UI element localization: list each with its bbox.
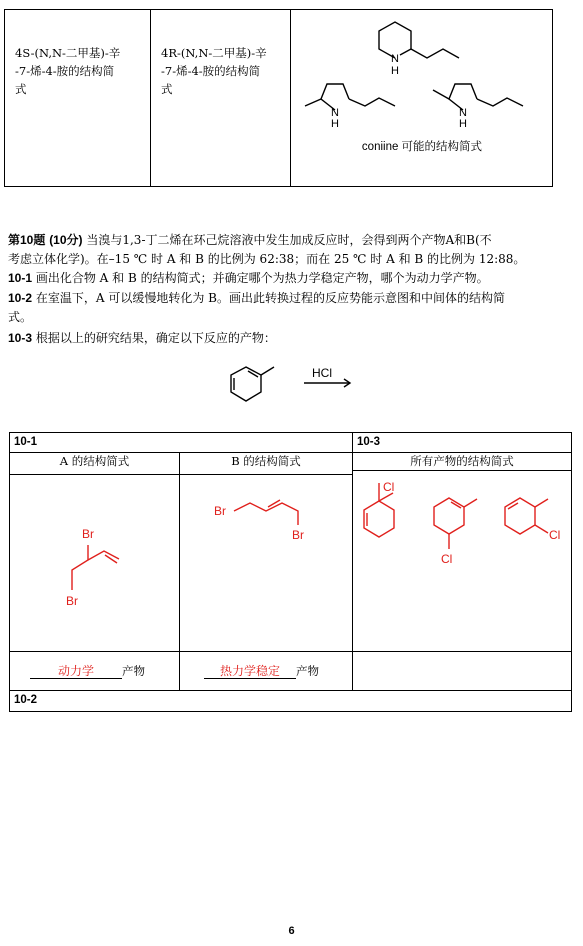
problem-intro — [8, 230, 573, 250]
pyrrolidine-2-n: N — [459, 107, 467, 119]
cell-4r-line1: 4R-(N,N-二甲基)-辛 — [161, 46, 267, 60]
cell-b-structure — [180, 474, 353, 651]
q1-num: 10-1 — [8, 271, 33, 285]
cell-4s-line2: -7-烯-4-胺的结构简 — [15, 64, 115, 78]
sub-all-cell — [353, 453, 572, 652]
sub-b-label: B 的结构简式 — [231, 454, 301, 468]
problem-intro-1: 当溴与1,3-丁二烯在环己烷溶液中发生加成反应时，会得到两个产物A和B(不 — [86, 233, 492, 247]
cell-4r-line2: -7-烯-4-胺的结构简 — [161, 64, 261, 78]
question-10-2 — [8, 288, 573, 308]
a-product-word: 产物 — [122, 664, 145, 678]
coniine-caption: coniine 可能的结构简式 — [361, 141, 483, 153]
product-3 — [505, 498, 560, 542]
page-number: 6 — [288, 925, 295, 937]
cell-4r — [151, 10, 291, 187]
product-2-cl: Cl — [441, 552, 453, 566]
pyrrolidine-2-h: H — [459, 118, 467, 130]
cell-4r-line3: 式 — [161, 82, 173, 96]
cell-a-answer — [10, 652, 180, 691]
problem-intro-2: 考虑立体化学)。在–15 ℃ 时 A 和 B 的比例为 62:38；而在 25 ℃ 时 A 和 B 的比例为 12:88。 — [8, 252, 526, 266]
piperidine-h: H — [391, 65, 399, 77]
b-br-left: Br — [214, 503, 226, 518]
q2-text-2: 式。 — [8, 310, 33, 324]
q3-text: 根据以上的研究结果，确定以下反应的产物： — [35, 331, 276, 345]
answer-table — [9, 432, 572, 712]
q3-num: 10-3 — [8, 331, 33, 345]
b-blank: 热力学稳定 — [204, 664, 296, 679]
cell-b-answer — [180, 652, 353, 691]
cell-4s-line1: 4S-(N,N-二甲基)-辛 — [15, 46, 121, 60]
structure-b — [180, 475, 353, 620]
reagent-hcl: HCl — [312, 366, 332, 380]
question-10-3 — [8, 328, 573, 348]
header-10-3: 10-3 — [353, 433, 572, 453]
pyrrolidine-1-h: H — [331, 118, 339, 130]
product-1-cl: Cl — [383, 480, 395, 494]
problem-points: (10分) — [49, 233, 83, 247]
structure-table — [4, 9, 553, 187]
b-product-word: 产物 — [296, 664, 319, 678]
pyrrolidine-structure-1 — [305, 84, 395, 130]
methylcyclohexadiene — [231, 367, 274, 401]
piperidine-structure — [379, 22, 459, 77]
a-br-bottom: Br — [66, 593, 78, 608]
cell-4s-line3: 式 — [15, 82, 27, 96]
header-10-2: 10-2 — [10, 691, 572, 712]
sub-a — [10, 453, 180, 475]
piperidine-n: N — [391, 53, 399, 65]
cell-10-3-blank — [353, 652, 572, 691]
reaction-scheme — [220, 355, 370, 410]
product-1 — [364, 480, 394, 537]
pyrrolidine-structure-2 — [433, 84, 523, 130]
product-3-cl: Cl — [549, 528, 561, 542]
sub-a-label: A 的结构简式 — [59, 454, 130, 468]
cell-4s — [5, 10, 151, 187]
q1-text: 画出化合物 A 和 B 的结构简式；并确定哪个为热力学稳定产物，哪个为动力学产物。 — [35, 271, 489, 285]
coniine-structures — [291, 10, 553, 188]
cell-a-structure — [10, 474, 180, 651]
a-blank: 动力学 — [30, 664, 122, 679]
cell-coniine — [291, 10, 553, 187]
a-br-top: Br — [82, 526, 94, 541]
product-2 — [434, 498, 477, 566]
sub-all: 所有产物的结构简式 — [353, 453, 571, 471]
pyrrolidine-1-n: N — [331, 107, 339, 119]
sub-b — [180, 453, 353, 475]
question-10-1 — [8, 268, 573, 288]
problem-title: 第10题 — [8, 233, 46, 247]
structure-a — [10, 475, 180, 620]
hcl-products — [353, 471, 572, 651]
header-10-1: 10-1 — [10, 433, 353, 453]
q2-text-1: 在室温下，A 可以缓慢地转化为 B。画出此转换过程的反应势能示意图和中间体的结构简 — [35, 291, 505, 305]
b-br-right: Br — [292, 527, 304, 542]
q2-num: 10-2 — [8, 291, 33, 305]
